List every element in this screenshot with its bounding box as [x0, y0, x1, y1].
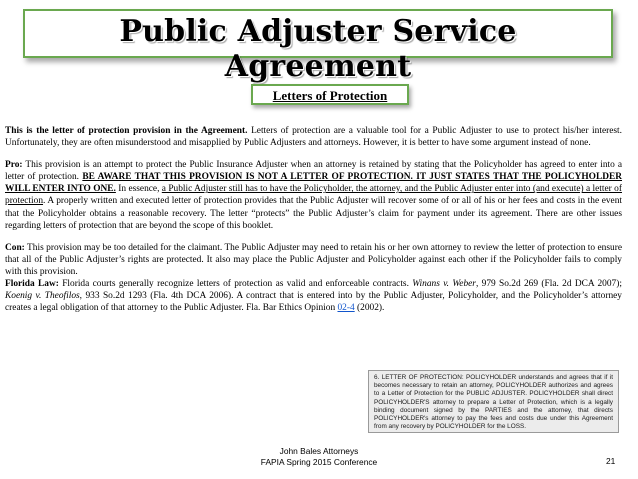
paragraph-intro	[5, 125, 622, 149]
paragraph-con	[5, 242, 622, 278]
pro-warning: BE AWARE THAT THIS PROVISION IS NOT A LETTER OF PROTECTION. IT JUST STATES THAT THE POLICYHOLDER WILL ENTER INTO ONE.	[5, 172, 623, 195]
footer	[0, 446, 638, 467]
ethics-opinion-link[interactable]: 02-4	[337, 303, 355, 314]
florida-law-text-2: , 979 So.2d 269 (Fla. 2d DCA 2007);	[475, 279, 622, 290]
paragraph-florida-law	[5, 278, 622, 314]
slide-title: Public Adjuster Service Agreement	[119, 14, 517, 84]
intro-text: Letters of protection are a valuable tool for a Public Adjuster to use to protect his/her interest. Unfortunately, they are often misunderstood and misapplied by Public Adjusters and attorneys. However, it is better to have some argument instead of none.	[5, 126, 622, 149]
pro-text-3: . A properly written and executed letter of protection provides that the Public Adjuster will recover some of or all of his or her fees and costs in the event that the Policyholder obtains a reasonable recovery. The letter “protects” the Public Adjuster’s claim for payment under its agreement. There are other issues regarding letters of protection that are beyond the scope of this booklet.	[5, 196, 622, 231]
page-number: 21	[606, 456, 616, 466]
pro-text-1: This provision is an attempt to protect the Public Insurance Adjuster when an attorney is retained by stating that the Policyholder has agreed to enter into a letter of protection.	[5, 160, 622, 183]
pro-label: Pro:	[5, 160, 23, 171]
case-koenig: Koenig v. Theofilos	[5, 291, 80, 302]
intro-lead: This is the letter of protection provision in the Agreement.	[5, 126, 248, 136]
slide-subtitle: Letters of Protection	[272, 88, 388, 103]
con-label: Con:	[5, 242, 25, 253]
agreement-excerpt-image: 6. LETTER OF PROTECTION: POLICYHOLDER understands and agrees that if it becomes necessary to retain an attorney, POLICYHOLDER authorizes and agrees to a Letter of Protection for the PUBLIC ADJUSTER. POLICYHOLDER shall direct POLICYHOLDER'S attorney to prepare a Letter of Protection, which is a legally binding document signed by the PARTIES and the attorney, that directs POLICYHOLDER's attorney to pay the fees and costs due under this Agreement from any recovery by POLICYHOLDER for the LOSS.	[368, 370, 619, 433]
body-text	[5, 125, 622, 324]
florida-law-text-1: Florida courts generally recognize letters of protection as valid and enforceable contracts.	[58, 279, 413, 290]
pro-underlined: a Public Adjuster still has to have the Policyholder, the attorney, and the Public Adjuster enter into (and execute) a letter of protection	[5, 184, 622, 207]
florida-law-label: Florida Law:	[5, 279, 59, 290]
paragraph-pro	[5, 159, 622, 232]
con-text: This provision may be too detailed for the claimant. The Public Adjuster may need to retain his or her own attorney to review the letter of protection to ensure that all of the Public Adjuster’s rights are protected. It also may place the Public Adjuster and Policyholder against each other if the Policyholder fails to comply with this provision.	[5, 242, 622, 277]
case-winans: Winans v. Weber	[412, 279, 476, 290]
footer-conference: FAPIA Spring 2015 Conference	[260, 456, 378, 467]
florida-law-text-4: (2002).	[354, 303, 385, 314]
title-box	[23, 9, 613, 84]
florida-law-text-3: , 933 So.2d 1293 (Fla. 4th DCA 2006). A contract that is entered into by the Public Adjuster, Policyholder, and the Policyholder’s attorney creates a legal obligation of that attorney to the Public Adjuster. Fla. Bar Ethics Opinion	[5, 291, 622, 314]
subtitle-box	[251, 84, 409, 105]
pro-text-2: In essence,	[115, 184, 162, 195]
footer-firm: John Bales Attorneys	[279, 446, 359, 456]
